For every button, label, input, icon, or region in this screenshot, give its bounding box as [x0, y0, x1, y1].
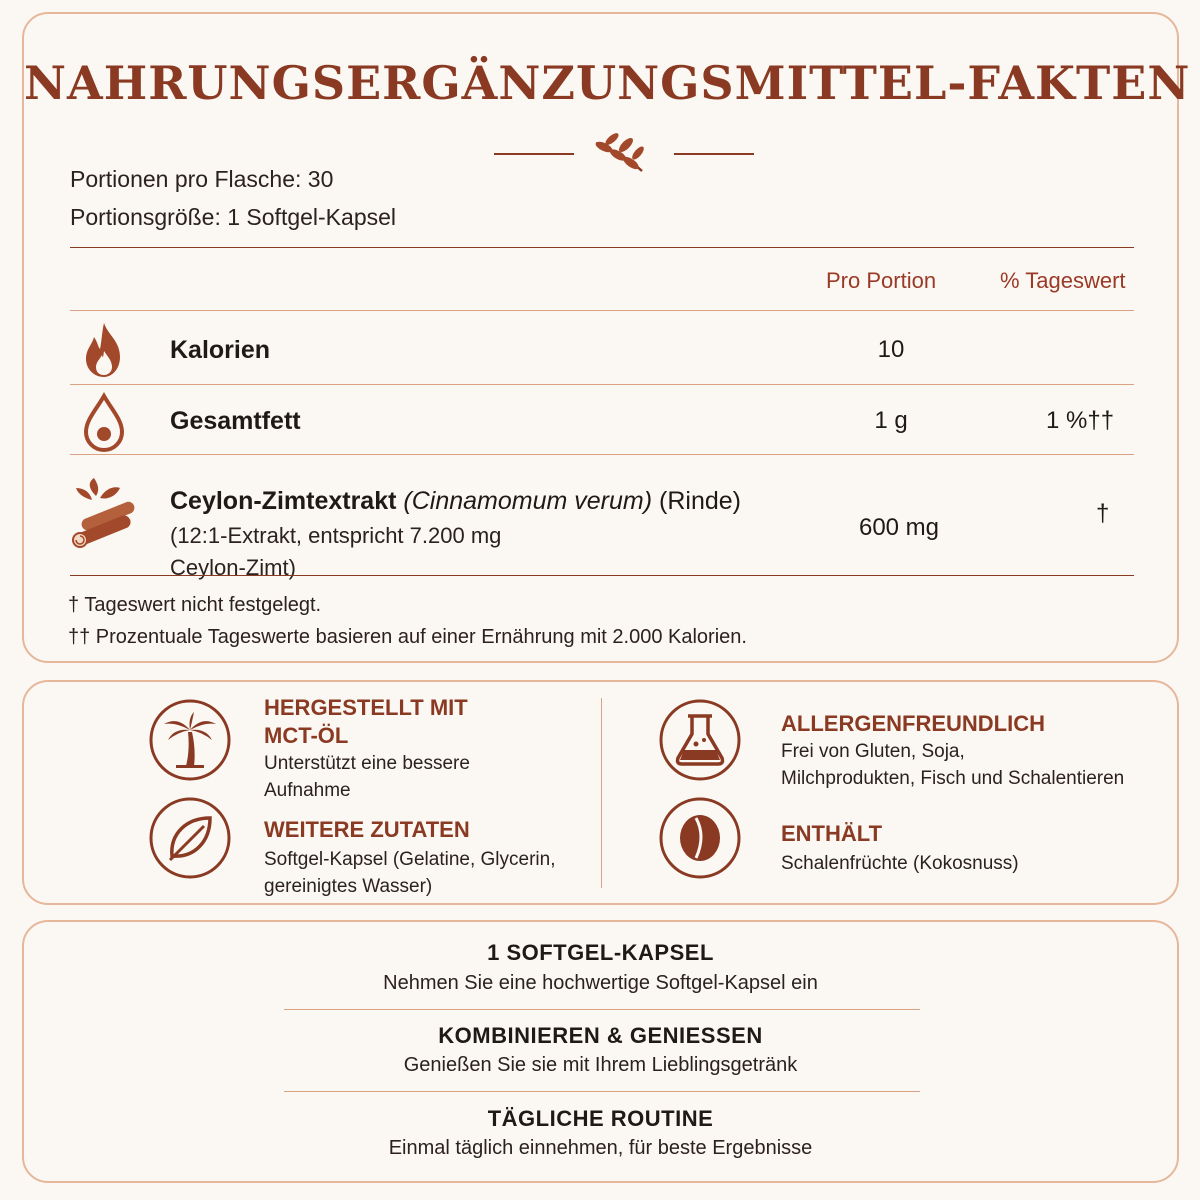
footnote: † Tageswert nicht festgelegt. [68, 594, 322, 616]
feature-title: ENTHÄLT [781, 821, 883, 846]
latin-name: (Cinnamomum verum) [403, 487, 653, 515]
divider [70, 454, 1134, 455]
step-text: Nehmen Sie eine hochwertige Softgel-Kapsel ein [383, 972, 818, 994]
feature-text-line: Frei von Gluten, Soja, [781, 741, 965, 762]
nutrient-name: Gesamtfett [170, 407, 301, 435]
features-panel [22, 680, 1179, 905]
feature-title: WEITERE ZUTATEN [264, 817, 470, 842]
feature-text-line: gereinigtes Wasser) [264, 876, 433, 897]
divider [70, 247, 1134, 248]
nutrient-name: Kalorien [170, 336, 271, 364]
step-title: KOMBINIEREN & GENIESSEN [438, 1023, 763, 1048]
flask-icon [658, 698, 742, 782]
footnote: †† Prozentuale Tageswerte basieren auf einer Ernährung mit 2.000 Kalorien. [68, 626, 747, 648]
feature-title [264, 694, 468, 750]
nutrient-daily-value: † [1096, 500, 1110, 527]
divider [70, 575, 1134, 576]
step-title: TÄGLICHE ROUTINE [487, 1106, 714, 1131]
column-header-per-serving: Pro Portion [826, 268, 937, 293]
feature-text [781, 850, 1019, 877]
feature-text-line: Schalenfrüchte (Kokosnuss) [781, 853, 1019, 874]
step-text: Genießen Sie sie mit Ihrem Lieblingsgetränk [403, 1054, 798, 1076]
coconut-icon [658, 796, 742, 880]
column-header-daily-value: % Tageswert [1000, 268, 1126, 293]
cinnamon-icon [66, 474, 146, 554]
flame-icon [72, 317, 136, 381]
feature-text-line: Unterstützt eine bessere [264, 753, 470, 774]
feature-text [264, 846, 555, 900]
feature-title-line: MCT-ÖL [264, 723, 349, 748]
usage-panel [22, 920, 1179, 1183]
nutrient-name [170, 487, 741, 516]
leaf-ornament-icon [484, 129, 764, 179]
serving-size: Portionsgröße: 1 Softgel-Kapsel [70, 204, 397, 230]
nutrient-amount: 1 g [874, 407, 908, 434]
ingredient-name: Ceylon-Zimtextrakt [170, 487, 397, 515]
supplement-facts-panel [22, 12, 1191, 663]
plant-part: (Rinde) [659, 487, 742, 515]
feature-text [781, 738, 1124, 792]
divider [70, 310, 1134, 311]
feature-text-line: Milchprodukten, Fisch und Schalentieren [781, 768, 1125, 789]
extract-detail: Ceylon-Zimt) [170, 555, 296, 580]
divider [284, 1009, 920, 1010]
nutrient-daily-value: 1 %†† [1046, 407, 1115, 434]
divider [284, 1091, 920, 1092]
feature-text-line: Softgel-Kapsel (Gelatine, Glycerin, [264, 849, 556, 870]
servings-per-container: Portionen pro Flasche: 30 [70, 166, 334, 192]
nutrient-amount: 600 mg [858, 514, 940, 541]
page-title: NAHRUNGSERGÄNZUNGSMITTEL-FAKTEN [24, 56, 1191, 110]
divider [70, 384, 1134, 385]
feature-title-line: HERGESTELLT MIT [264, 695, 468, 720]
extract-detail: (12:1-Extrakt, entspricht 7.200 mg [170, 523, 502, 548]
leaf-icon [148, 796, 232, 880]
feature-text [264, 750, 470, 804]
feature-title: ALLERGENFREUNDLICH [781, 711, 1045, 736]
drop-icon [72, 390, 136, 454]
palm-tree-icon [148, 698, 232, 782]
vertical-divider [601, 698, 602, 888]
step-text: Einmal täglich einnehmen, für beste Ergebnisse [388, 1137, 813, 1159]
step-title: 1 SOFTGEL-KAPSEL [487, 940, 714, 965]
feature-text-line: Aufnahme [264, 780, 351, 801]
nutrient-amount: 10 [877, 336, 905, 363]
